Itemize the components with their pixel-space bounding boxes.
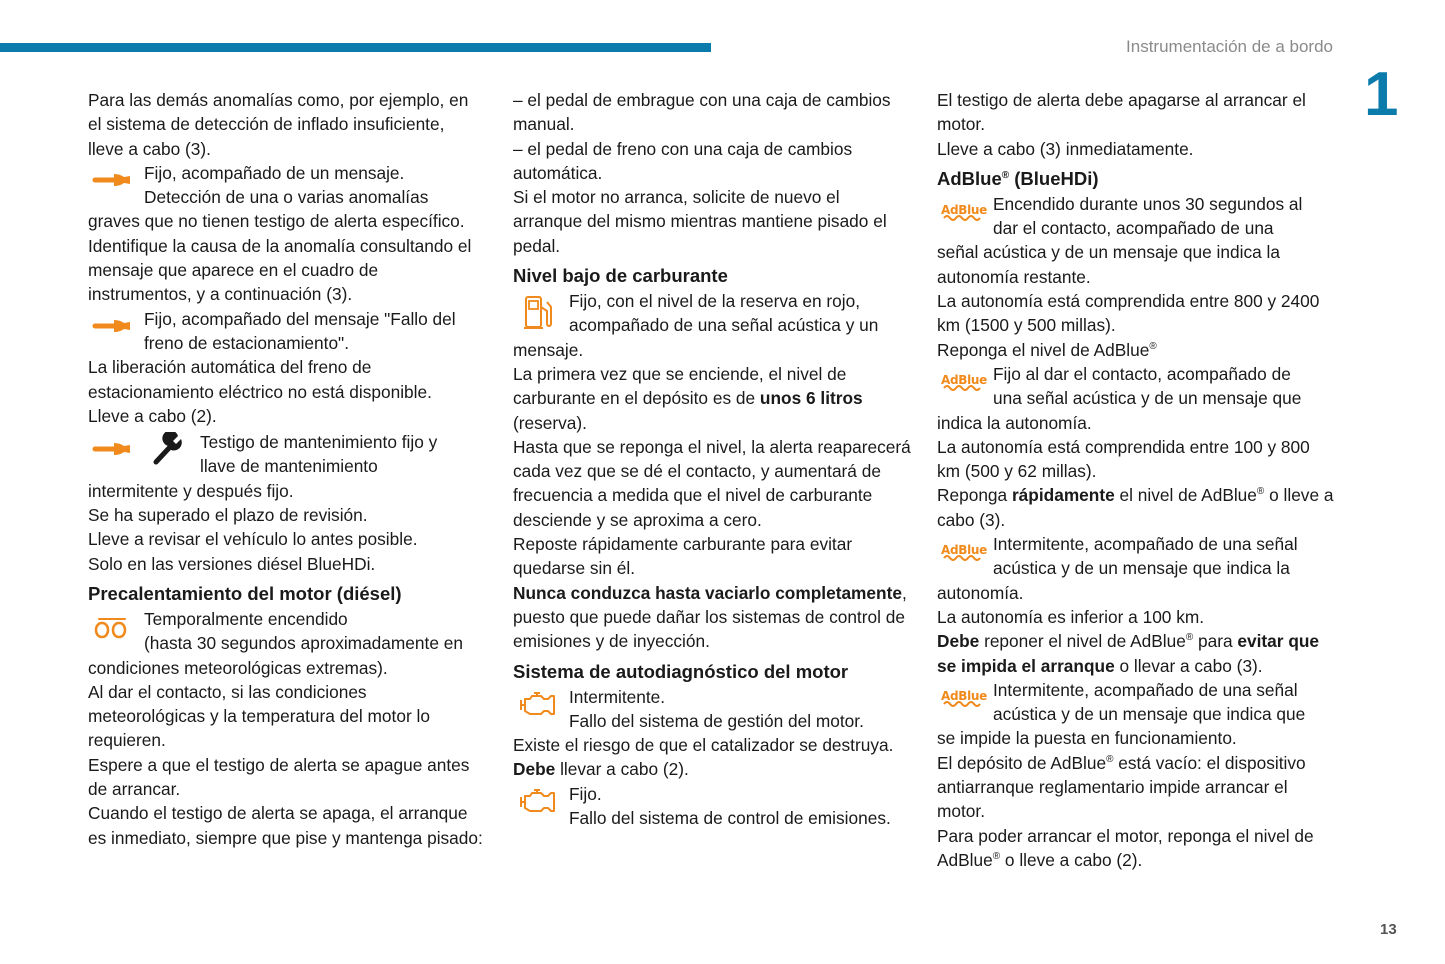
service-warning-icon	[92, 165, 136, 205]
service-warning-icon	[92, 434, 132, 464]
maintenance-icons	[92, 434, 192, 474]
entry-line: acústica y de un mensaje que indica que	[993, 704, 1306, 725]
list-item: – el pedal de freno con una caja de cambios automática.	[513, 138, 853, 183]
paragraph: Espere a que el testigo de alerta se apague antes de arrancar.	[88, 754, 470, 800]
warning-entry-low-fuel	[513, 289, 913, 362]
paragraph: La autonomía es inferior a 100 km.	[937, 606, 1205, 627]
paragraph: Reponga el nivel de AdBlue®	[937, 339, 1157, 360]
entry-line: Fijo, acompañado de un mensaje.	[144, 162, 405, 183]
section-heading: AdBlue® (BlueHDi)	[937, 167, 1099, 189]
warning-entry-engine-fixed	[513, 782, 913, 831]
paragraph: Si el motor no arranca, solicite de nuevo el arranque del mismo mientras mantiene pisado el pedal.	[513, 187, 887, 256]
paragraph: Solo en las versiones diésel BlueHDi.	[88, 553, 376, 574]
adblue-icon-label: AdBlue	[941, 202, 988, 217]
paragraph: La liberación automática del freno de estacionamiento eléctrico no está disponible.	[88, 357, 432, 402]
page-number: 13	[1380, 921, 1397, 938]
adblue-icon	[939, 194, 987, 230]
entry-line: Intermitente, acompañado de una señal	[993, 679, 1298, 700]
glow-plug-icon	[92, 611, 136, 651]
column-3	[937, 88, 1335, 872]
warning-entry-adblue-3	[937, 532, 1335, 605]
entry-text: mensaje.	[513, 339, 584, 360]
paragraph: Cuando el testigo de alerta se apaga, el arranque es inmediato, siempre que pise y mantenga pisado:	[88, 803, 483, 848]
adblue-icon-label: AdBlue	[941, 372, 988, 387]
entry-line: acompañado de una señal acústica y un	[569, 315, 879, 336]
entry-line: Fijo.	[569, 783, 602, 804]
entry-text: graves que no tienen testigo de alerta específico.	[88, 211, 465, 232]
entry-line: Temporalmente encendido	[144, 608, 348, 629]
paragraph: Lleve a cabo (3) inmediatamente.	[937, 138, 1194, 159]
adblue-icon	[939, 680, 987, 716]
column-2	[513, 88, 913, 830]
adblue-icon	[939, 534, 987, 570]
paragraph: La autonomía está comprendida entre 800 y 2400 km (1500 y 500 millas).	[937, 291, 1320, 336]
entry-line: Fallo del sistema de control de emisiones.	[569, 808, 891, 829]
entry-text: intermitente y después fijo.	[88, 480, 294, 501]
entry-line: una señal acústica y de un mensaje que	[993, 388, 1302, 409]
entry-line: Fijo, con el nivel de la reserva en rojo,	[569, 291, 861, 312]
paragraph: El depósito de AdBlue® está vacío: el dispositivo antiarranque reglamentario impide arrancar el motor.	[937, 752, 1306, 822]
entry-line: Intermitente, acompañado de una señal	[993, 534, 1298, 555]
paragraph: El testigo de alerta debe apagarse al arrancar el motor.	[937, 90, 1306, 135]
header-accent-bar	[0, 43, 711, 52]
wrench-icon	[150, 432, 186, 466]
entry-line: Intermitente.	[569, 686, 666, 707]
entry-line: Fijo, acompañado del mensaje "Fallo del	[144, 308, 456, 329]
entry-text: señal acústica y de un mensaje que indica la autonomía restante.	[937, 242, 1280, 287]
service-warning-icon	[92, 311, 136, 351]
section-heading: Sistema de autodiagnóstico del motor	[513, 660, 849, 682]
section-heading: Nivel bajo de carburante	[513, 265, 728, 287]
column-1	[88, 88, 484, 850]
warning-entry-adblue-2	[937, 362, 1335, 435]
paragraph: Al dar el contacto, si las condiciones meteorológicas y la temperatura del motor lo requieren.	[88, 681, 430, 751]
entry-line: Fijo al dar el contacto, acompañado de	[993, 363, 1291, 384]
warning-entry-parking-brake	[88, 307, 484, 356]
warning-entry-adblue-4	[937, 678, 1335, 751]
list-item: – el pedal de embrague con una caja de cambios manual.	[513, 90, 891, 135]
paragraph: Lleve a revisar el vehículo lo antes posible.	[88, 529, 418, 550]
section-heading: Precalentamiento del motor (diésel)	[88, 582, 402, 604]
entry-line: llave de mantenimiento	[200, 456, 378, 477]
engine-check-icon	[517, 786, 561, 826]
warning-entry-engine-flashing	[513, 685, 913, 734]
entry-text: indica la autonomía.	[937, 412, 1092, 433]
entry-line: Testigo de mantenimiento fijo y	[200, 432, 438, 453]
entry-text: autonomía.	[937, 582, 1024, 603]
paragraph: Se ha superado el plazo de revisión.	[88, 505, 368, 526]
paragraph: Existe el riesgo de que el catalizador se destruya.	[513, 735, 894, 756]
entry-line: Detección de una o varias anomalías	[144, 187, 429, 208]
paragraph: Debe reponer el nivel de AdBlue® para evitar que se impida el arranque o llevar a cabo (3).	[937, 631, 1320, 676]
entry-line: (hasta 30 segundos aproximadamente en	[144, 633, 463, 654]
fuel-pump-icon	[517, 293, 561, 333]
entry-line: Fallo del sistema de gestión del motor.	[569, 710, 864, 731]
paragraph: La primera vez que se enciende, el nivel de carburante en el depósito es de unos 6 litros (reserva).	[513, 363, 863, 433]
warning-entry-adblue-1	[937, 192, 1335, 289]
adblue-icon	[939, 364, 987, 400]
entry-text: condiciones meteorológicas extremas).	[88, 657, 388, 678]
paragraph: Para poder arrancar el motor, reponga el nivel de AdBlue® o lleve a cabo (2).	[937, 825, 1314, 870]
chapter-number: 1	[1364, 60, 1399, 129]
adblue-icon-label: AdBlue	[941, 543, 988, 558]
paragraph: Reponga rápidamente el nivel de AdBlue® o lleve a cabo (3).	[937, 485, 1334, 530]
engine-check-icon	[517, 689, 561, 729]
paragraph: Para las demás anomalías como, por ejemplo, en el sistema de detección de inflado insuficiente, lleve a cabo (3).	[88, 90, 469, 159]
entry-line: Encendido durante unos 30 segundos al	[993, 193, 1303, 214]
section-title: Instrumentación de a bordo	[1126, 37, 1333, 56]
adblue-icon-label: AdBlue	[941, 688, 988, 703]
entry-line: dar el contacto, acompañado de una	[993, 218, 1274, 239]
entry-line: acústica y de un mensaje que indica la	[993, 558, 1290, 579]
paragraph: Hasta que se reponga el nivel, la alerta reaparecerá cada vez que se dé el contacto, y aumentará de frecuencia a medida que el nivel de carburante desciende y se aproxima a cero.	[513, 436, 911, 530]
warning-entry-maintenance	[88, 430, 484, 503]
paragraph: Nunca conduzca hasta vaciarlo completamente, puesto que puede dañar los sistemas de control de emisiones y de inyección.	[513, 582, 907, 652]
paragraph: Reposte rápidamente carburante para evitar quedarse sin él.	[513, 534, 853, 579]
paragraph: Lleve a cabo (2).	[88, 405, 217, 426]
warning-entry-service	[88, 161, 484, 234]
entry-line: freno de estacionamiento".	[144, 332, 349, 353]
entry-text: se impide la puesta en funcionamiento.	[937, 728, 1237, 749]
warning-entry-preheating	[88, 607, 484, 680]
paragraph: Identifique la causa de la anomalía consultando el mensaje que aparece en el cuadro de instrumentos, y a continuación (3).	[88, 235, 472, 305]
paragraph: Debe llevar a cabo (2).	[513, 759, 689, 780]
paragraph: La autonomía está comprendida entre 100 y 800 km (500 y 62 millas).	[937, 436, 1310, 482]
